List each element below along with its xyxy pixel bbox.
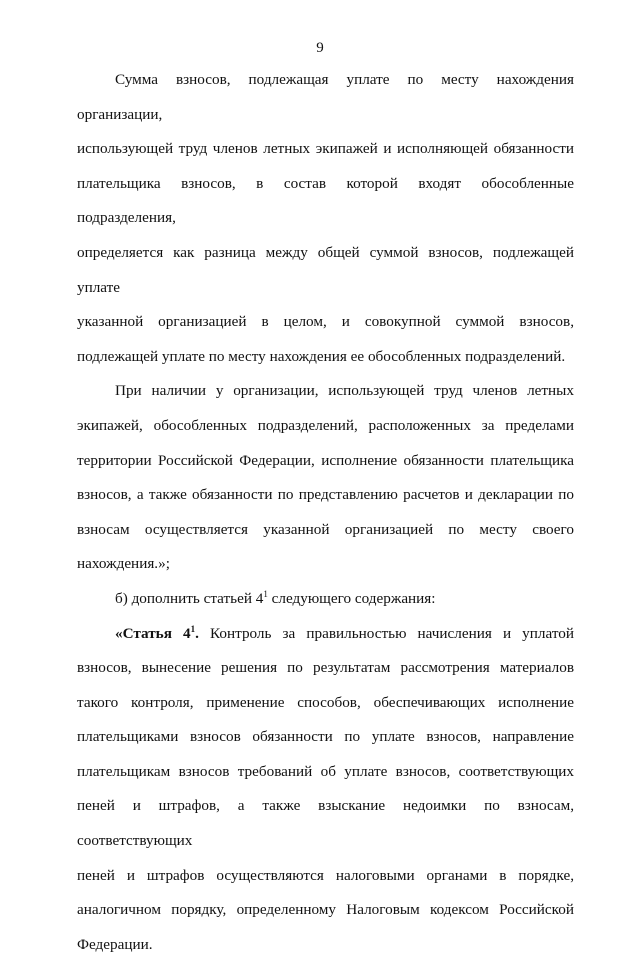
text-line: пеней и штрафов осуществляются налоговыми органами в порядке, [77, 859, 574, 894]
superscript: 1 [263, 589, 268, 599]
text-line: Федерации. [77, 928, 574, 962]
text-line: взносам осуществляется указанной организацией по месту своего [77, 513, 574, 548]
text-line: определяется как разница между общей суммой взносов, подлежащей уплате [77, 236, 574, 305]
article-title-end: . [195, 625, 199, 642]
paragraph-3 [77, 582, 574, 617]
text-line: При наличии у организации, использующей труд членов летных [77, 374, 574, 409]
text-line [77, 617, 574, 652]
text-line: плательщика взносов, в состав которой входят обособленные подразделения, [77, 167, 574, 236]
article-heading [115, 625, 199, 642]
amendment-text-end: следующего содержания: [268, 590, 436, 607]
superscript: 1 [191, 624, 196, 634]
text-line: подлежащей уплате по месту нахождения ее обособленных подразделений. [77, 340, 574, 375]
amendment-text: б) дополнить статьей 4 [115, 590, 263, 607]
text-line: плательщиками взносов обязанности по уплате взносов, направление [77, 720, 574, 755]
text-line: пеней и штрафов, а также взыскание недоимки по взносам, соответствующих [77, 789, 574, 858]
article-text: Контроль за правильностью начисления и уплатой [199, 625, 574, 642]
text-line: нахождения.»; [77, 547, 574, 582]
text-line: такого контроля, применение способов, обеспечивающих исполнение [77, 686, 574, 721]
text-line: взносов, а также обязанности по представлению расчетов и декларации по [77, 478, 574, 513]
document-body [77, 63, 574, 962]
page-number: 9 [0, 40, 640, 57]
text-line: использующей труд членов летных экипажей и исполняющей обязанности [77, 132, 574, 167]
text-line: экипажей, обособленных подразделений, расположенных за пределами [77, 409, 574, 444]
open-quote: « [115, 625, 123, 642]
paragraph-2 [77, 374, 574, 582]
paragraph-1 [77, 63, 574, 374]
text-line [77, 582, 574, 617]
text-line: плательщикам взносов требований об уплате взносов, соответствующих [77, 755, 574, 790]
article-title: Статья 4 [123, 625, 191, 642]
paragraph-4 [77, 617, 574, 962]
text-line: указанной организацией в целом, и совокупной суммой взносов, [77, 305, 574, 340]
text-line: аналогичном порядку, определенному Налоговым кодексом Российской [77, 893, 574, 928]
text-line: Сумма взносов, подлежащая уплате по месту нахождения организации, [77, 63, 574, 132]
text-line: территории Российской Федерации, исполнение обязанности плательщика [77, 444, 574, 479]
text-line: взносов, вынесение решения по результатам рассмотрения материалов [77, 651, 574, 686]
